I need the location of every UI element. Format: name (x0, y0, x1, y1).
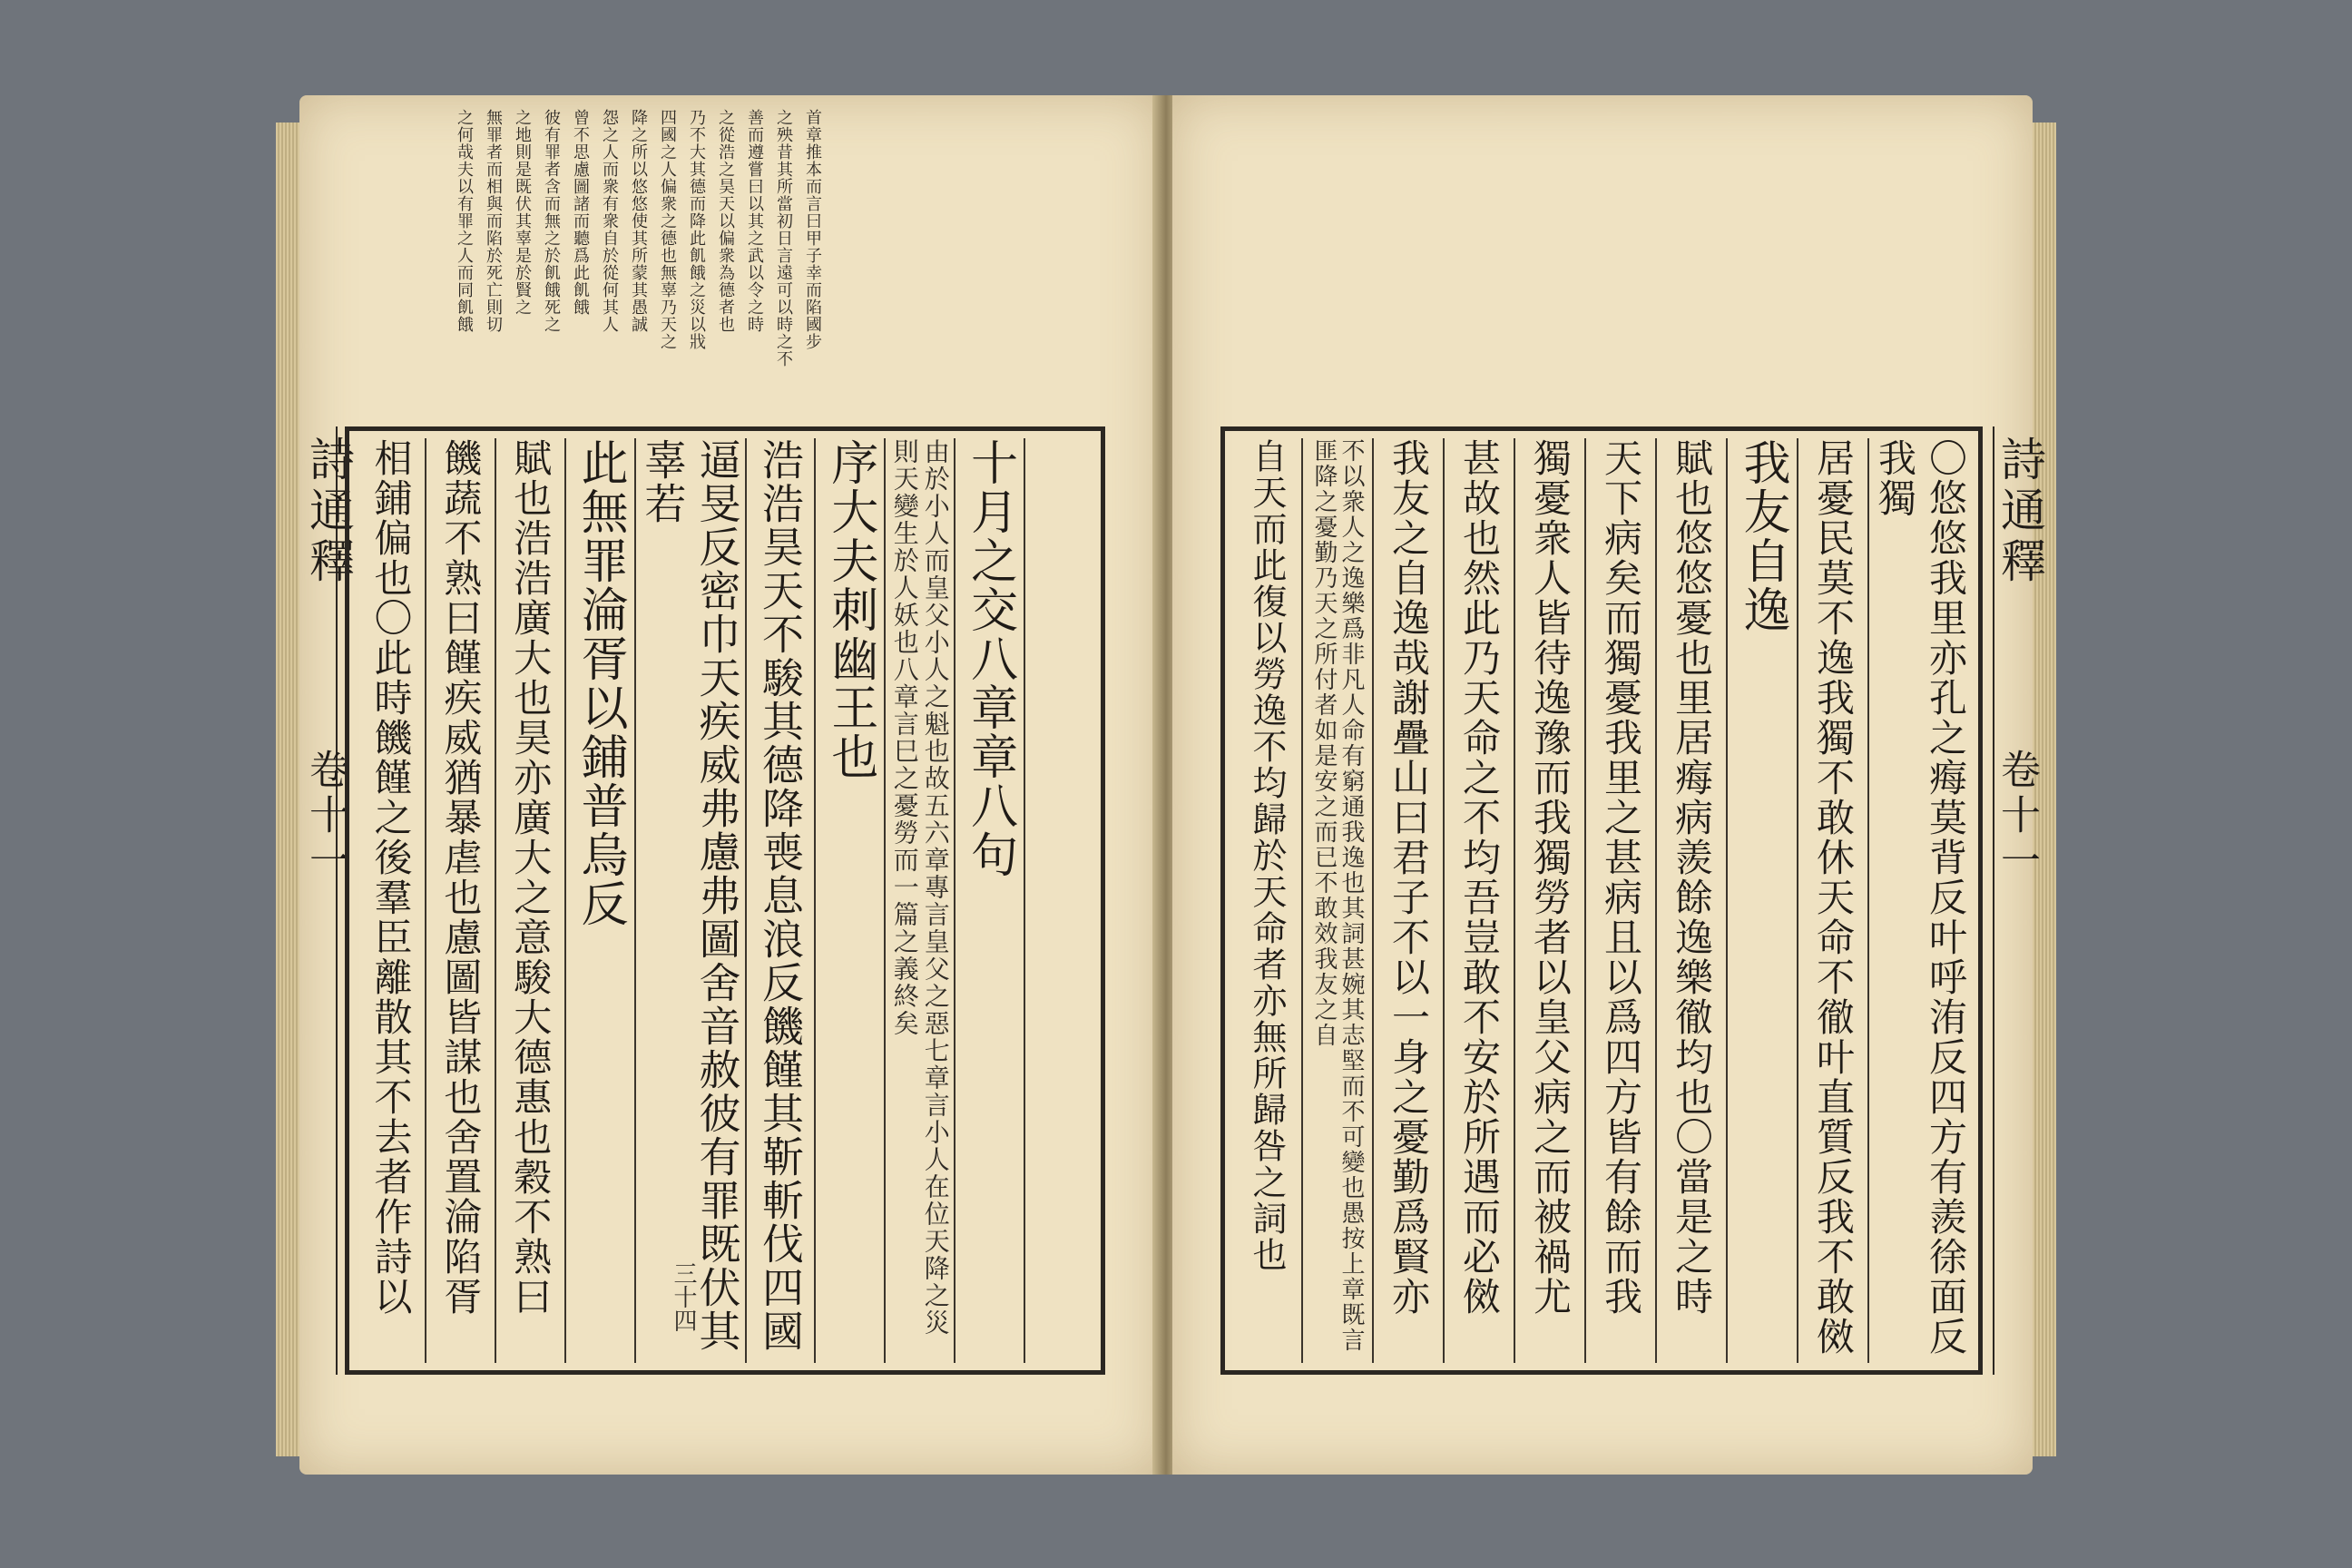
left-page (299, 95, 1160, 1475)
text-column (1232, 438, 1301, 1363)
column-text: 〇悠悠我里亦孔之痗莫背反叶呼洧反四方有羨徐面反我獨 (1873, 438, 1968, 1357)
text-column (1655, 438, 1726, 1363)
text-frame-left (345, 426, 1105, 1375)
text-column (1443, 438, 1514, 1363)
column-text: 不以衆人之逸樂爲非凡人命有窮通我逸也其詞甚婉其志堅而不可變也愚按上章既言匪降之憂勤乃天之所付者如是安之而已不敢效我友之自 (1310, 438, 1365, 1353)
column-text: 居憂民莫不逸我獨不敢休天命不徹叶直質反我不敢傚 (1811, 438, 1856, 1357)
note-line: 之從浩之昊天以偏衆為德者也 (716, 109, 735, 333)
note-line: 之地則是既伏其辜是於賢之 (513, 109, 532, 316)
note-line: 四國之人偏衆之德也無辜乃天之 (658, 109, 677, 350)
text-column (564, 438, 634, 1363)
note-line: 降之所以悠悠使其所蒙其愚誠 (629, 109, 648, 333)
column-text: 賦也浩浩廣大也昊亦廣大之意駿大德惠也穀不熟曰 (508, 438, 554, 1317)
column-text: 獨憂衆人皆待逸豫而我獨勞者以皇父病之而被禍尤 (1528, 438, 1573, 1317)
column-text: 天下病矣而獨憂我里之甚病且以爲四方皆有餘而我 (1599, 438, 1643, 1317)
column-text: 浩浩昊天不駿其德降喪息浪反饑饉其靳斬伐四國 (756, 438, 805, 1353)
text-column (1797, 438, 1867, 1363)
volume-mark: 卷十一 (302, 749, 348, 885)
text-column (884, 438, 954, 1363)
column-text: 賦也悠悠憂也里居痗病羨餘逸樂徹均也〇當是之時 (1670, 438, 1714, 1317)
note-line: 乃不大其德而降此飢餓之災以戕 (687, 109, 706, 350)
column-text: 我友自逸 (1735, 438, 1789, 634)
folio-number: 三十四 (670, 1261, 697, 1332)
text-column (1584, 438, 1655, 1363)
column-text: 十月之交八章章八句 (962, 438, 1017, 879)
margin-title: 詩通釋 (302, 436, 355, 588)
note-line: 無罪者而相與而陷於死亡則切 (484, 109, 503, 333)
column-text: 饑蔬不熟曰饉疾威猶暴虐也慮圖皆謀也舍置淪陷胥 (438, 438, 484, 1317)
text-column (1024, 438, 1093, 1363)
text-column (1372, 438, 1443, 1363)
note-line: 彼有罪者含而無之於飢餓死之 (542, 109, 561, 333)
column-text: 逼旻反密巾天疾威弗慮弗圖舍音赦彼有罪既伏其辜若 (638, 438, 742, 1353)
text-column (954, 438, 1024, 1363)
right-page (1172, 95, 2046, 1475)
text-column (425, 438, 495, 1363)
note-line: 之何哉夫以有罪之人而同飢餓 (455, 109, 474, 333)
column-text: 相鋪偏也〇此時饑饉之後羣臣離散其不去者作詩以 (368, 438, 414, 1317)
handwritten-annotation (336, 109, 826, 413)
open-book (299, 95, 2046, 1475)
volume-mark: 卷十一 (1994, 749, 2040, 885)
text-column (634, 438, 745, 1363)
column-text: 此無罪淪胥以鋪普烏反 (573, 438, 628, 928)
text-column (1514, 438, 1584, 1363)
text-column (1726, 438, 1797, 1363)
column-text: 甚故也然此乃天命之不均吾豈敢不安於所遇而必傚 (1457, 438, 1502, 1317)
text-columns (1232, 438, 1971, 1363)
note-line: 曾不思慮圖諸而聽爲此飢餓 (571, 109, 590, 316)
text-columns (357, 438, 1093, 1363)
note-line: 之殃昔其所當初日言遠可以時之不 (774, 109, 793, 368)
note-line: 怨之人而衆有衆自於從何其人 (600, 109, 619, 333)
column-text: 我友之自逸哉謝疊山曰君子不以一身之憂勤爲賢亦 (1387, 438, 1431, 1317)
column-text: 自天而此復以勞逸不均歸於天命者亦無所歸咎之詞也 (1247, 438, 1287, 1273)
column-text: 由於小人而皇父小人之魁也故五六章專言皇父之惡七章言小人在位天降之災則天變生於人妖也八章言巳之憂勞而一篇之義終矣 (889, 438, 951, 1337)
text-frame-right (1220, 426, 1983, 1375)
text-column (357, 438, 425, 1363)
note-line: 首章推本而言曰甲子幸而陷國步 (803, 109, 822, 350)
text-column (1301, 438, 1372, 1363)
margin-title: 詩通釋 (1994, 436, 2046, 588)
text-column (745, 438, 815, 1363)
column-text: 序大夫刺幽王也 (822, 438, 877, 781)
text-column (1867, 438, 1971, 1363)
text-column (495, 438, 564, 1363)
note-line: 善而遵嘗曰以其之武以令之時 (745, 109, 764, 333)
text-column (814, 438, 884, 1363)
